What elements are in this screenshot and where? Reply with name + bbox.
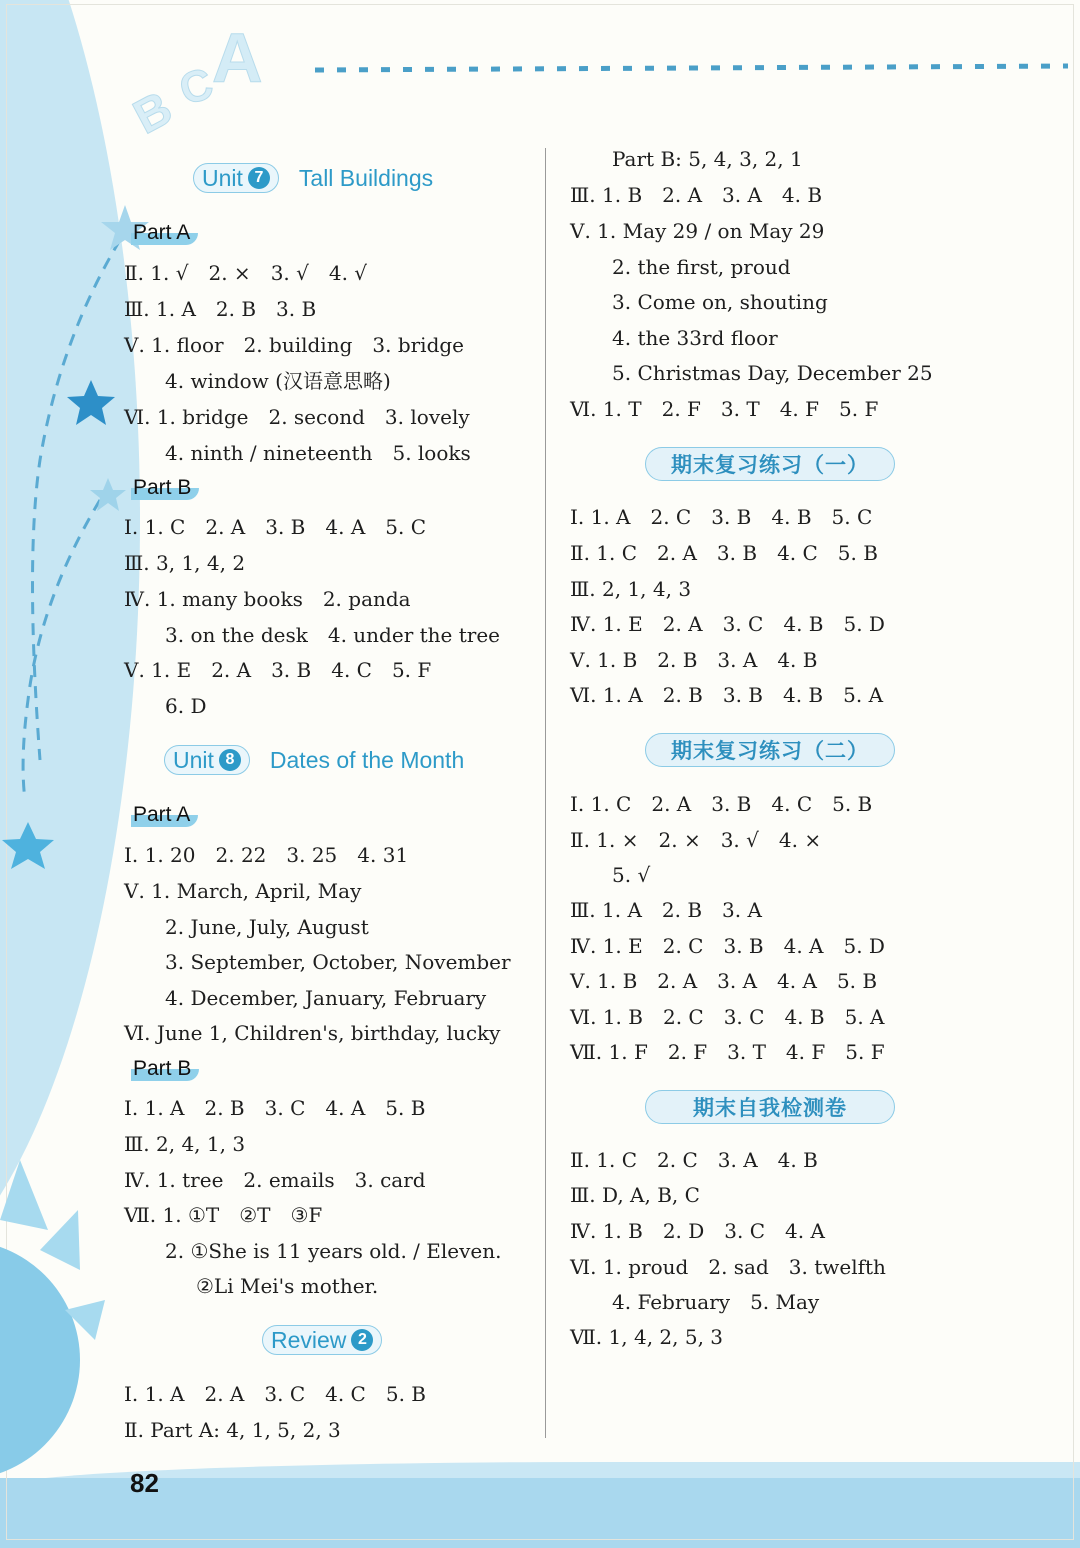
answer-line: ②Li Mei's mother. bbox=[196, 1274, 379, 1298]
part-b-label: Part B bbox=[131, 1057, 199, 1081]
part-a-label: Part A bbox=[131, 221, 198, 245]
sun-icon bbox=[0, 1240, 80, 1480]
answer-line: Ⅳ. 1. E 2. A 3. C 4. B 5. D bbox=[570, 612, 885, 636]
answer-line: Ⅵ. 1. A 2. B 3. B 4. B 5. A bbox=[570, 683, 884, 707]
answer-line: Ⅳ. 1. B 2. D 3. C 4. A bbox=[570, 1219, 825, 1243]
column-divider bbox=[545, 148, 546, 1438]
unit-pill bbox=[193, 163, 279, 193]
unit-7-heading bbox=[193, 158, 433, 198]
page-number: 82 bbox=[130, 1468, 159, 1498]
answer-line: Ⅱ. 1. √ 2. × 3. √ 4. √ bbox=[124, 261, 368, 285]
star-icon bbox=[67, 380, 115, 425]
answer-line: Ⅶ. 1. F 2. F 3. T 4. F 5. F bbox=[570, 1040, 885, 1064]
unit-number-badge: 2 bbox=[351, 1329, 373, 1351]
answer-line: Ⅴ. 1. E 2. A 3. B 4. C 5. F bbox=[124, 658, 432, 682]
answer-line: Ⅰ. 1. C 2. A 3. B 4. C 5. B bbox=[570, 792, 873, 816]
unit-number-badge: 8 bbox=[219, 749, 241, 771]
answer-line: Ⅳ. 1. tree 2. emails 3. card bbox=[124, 1168, 426, 1192]
sun-ray bbox=[0, 1160, 48, 1230]
answer-line: Ⅰ. 1. C 2. A 3. B 4. A 5. C bbox=[124, 515, 427, 539]
answer-line: 4. the 33rd floor bbox=[612, 326, 778, 350]
answer-line: Ⅱ. 1. C 2. A 3. B 4. C 5. B bbox=[570, 541, 878, 565]
answer-line: Ⅴ. 1. floor 2. building 3. bridge bbox=[124, 333, 465, 357]
answer-line: Ⅵ. 1. bridge 2. second 3. lovely bbox=[124, 405, 470, 429]
unit-title-text: Tall Buildings bbox=[298, 164, 434, 191]
unit-title-text: Dates of the Month bbox=[269, 746, 465, 773]
answer-line: Ⅳ. 1. many books 2. panda bbox=[124, 587, 411, 611]
answer-line: Ⅶ. 1, 4, 2, 5, 3 bbox=[570, 1325, 724, 1349]
final-self-test-banner: 期末自我检测卷 bbox=[645, 1090, 895, 1124]
letter-c-decor: C bbox=[173, 58, 219, 115]
answer-line: 3. on the desk 4. under the tree bbox=[165, 623, 500, 647]
answer-line: Ⅰ. 1. A 2. C 3. B 4. B 5. C bbox=[570, 505, 873, 529]
unit-prefix: Review bbox=[271, 1326, 347, 1353]
review-2-heading bbox=[262, 1320, 382, 1360]
answer-line: Ⅰ. 1. A 2. A 3. C 4. C 5. B bbox=[124, 1382, 427, 1406]
answer-line: Ⅳ. 1. E 2. C 3. B 4. A 5. D bbox=[570, 934, 885, 958]
header-dashed-line bbox=[315, 66, 1068, 70]
answer-line: 4. December, January, February bbox=[165, 986, 487, 1010]
letter-b-decor: B bbox=[125, 81, 181, 145]
star-icon bbox=[2, 822, 54, 869]
answer-line: 4. window (汉语意思略) bbox=[165, 369, 391, 393]
letter-a-decor: A bbox=[212, 19, 263, 97]
unit-prefix: Unit bbox=[173, 746, 214, 773]
answer-line: Ⅲ. 2, 4, 1, 3 bbox=[124, 1132, 246, 1156]
answer-line: Ⅶ. 1. ①T ②T ③F bbox=[124, 1203, 323, 1227]
answer-line: Ⅲ. 3, 1, 4, 2 bbox=[124, 551, 246, 575]
answer-line: Ⅲ. D, A, B, C bbox=[570, 1183, 700, 1207]
sun-ray bbox=[40, 1210, 80, 1270]
answer-line: 2. June, July, August bbox=[165, 915, 369, 939]
part-b-label: Part B bbox=[131, 476, 199, 500]
answer-line: Ⅲ. 1. B 2. A 3. A 4. B bbox=[570, 183, 823, 207]
answer-line: 5. Christmas Day, December 25 bbox=[612, 361, 933, 385]
answer-line: Ⅴ. 1. May 29 / on May 29 bbox=[570, 219, 825, 243]
answer-line: Ⅲ. 2, 1, 4, 3 bbox=[570, 577, 692, 601]
answer-line: Ⅴ. 1. March, April, May bbox=[124, 879, 362, 903]
unit-prefix: Unit bbox=[202, 164, 243, 191]
answer-line: Ⅰ. 1. 20 2. 22 3. 25 4. 31 bbox=[124, 843, 409, 867]
answer-line: 2. the first, proud bbox=[612, 255, 791, 279]
answer-line: Ⅰ. 1. A 2. B 3. C 4. A 5. B bbox=[124, 1096, 426, 1120]
final-review-2-banner: 期末复习练习（二） bbox=[645, 733, 895, 767]
unit-pill bbox=[164, 745, 250, 775]
answer-line: Ⅴ. 1. B 2. B 3. A 4. B bbox=[570, 648, 818, 672]
answer-line: 4. ninth / nineteenth 5. looks bbox=[165, 441, 471, 465]
answer-line: Ⅵ. 1. T 2. F 3. T 4. F 5. F bbox=[570, 397, 879, 421]
answer-line: Ⅱ. Part A: 4, 1, 5, 2, 3 bbox=[124, 1418, 341, 1442]
answer-line: 2. ①She is 11 years old. / Eleven. bbox=[165, 1239, 502, 1263]
part-a-label: Part A bbox=[131, 803, 198, 827]
unit-pill bbox=[262, 1325, 382, 1355]
answer-line: Ⅱ. 1. C 2. C 3. A 4. B bbox=[570, 1148, 818, 1172]
answer-line: Ⅵ. 1. B 2. C 3. C 4. B 5. A bbox=[570, 1005, 885, 1029]
answer-line: 3. Come on, shouting bbox=[612, 290, 828, 314]
answer-line: Ⅲ. 1. A 2. B 3. A bbox=[570, 898, 762, 922]
answer-line: 5. √ bbox=[612, 863, 651, 887]
answer-line: Part B: 5, 4, 3, 2, 1 bbox=[612, 147, 803, 171]
answer-line: Ⅵ. 1. proud 2. sad 3. twelfth bbox=[570, 1255, 886, 1279]
final-review-1-banner: 期末复习练习（一） bbox=[645, 447, 895, 481]
unit-number-badge: 7 bbox=[248, 167, 270, 189]
answer-line: Ⅱ. 1. × 2. × 3. √ 4. × bbox=[570, 828, 822, 852]
answer-line: Ⅲ. 1. A 2. B 3. B bbox=[124, 297, 317, 321]
unit-8-heading bbox=[164, 740, 464, 780]
answer-line: Ⅴ. 1. B 2. A 3. A 4. A 5. B bbox=[570, 969, 878, 993]
answer-line: 3. September, October, November bbox=[165, 950, 511, 974]
answer-line: 4. February 5. May bbox=[612, 1290, 820, 1314]
answer-line: Ⅵ. June 1, Children's, birthday, lucky bbox=[124, 1021, 501, 1045]
answer-line: 6. D bbox=[165, 694, 207, 718]
